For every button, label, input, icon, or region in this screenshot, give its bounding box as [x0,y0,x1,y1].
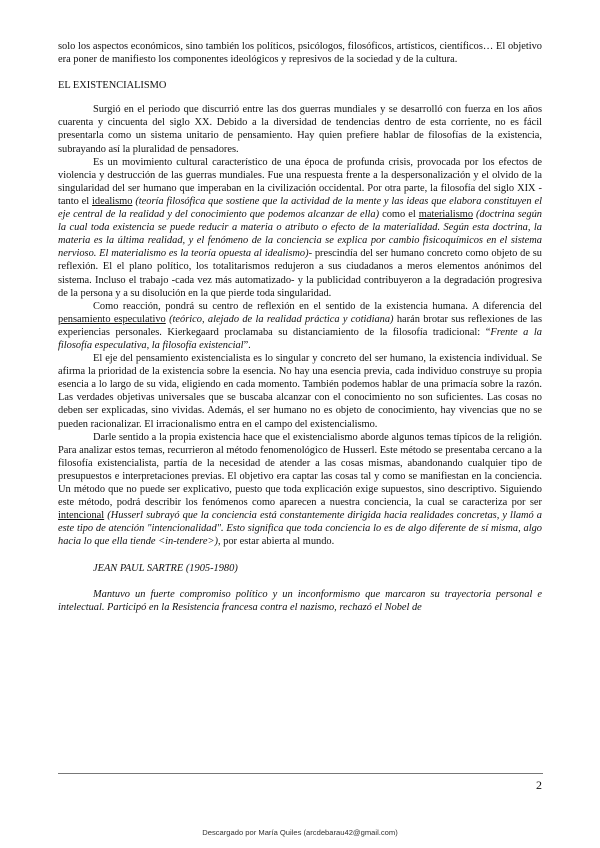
text-run: Es un movimiento cultural característico de una época de profunda crisis, provocada por los efectos de violencia y destrucción de las guerras mundiales. Fue una respuesta frente a la despersonalización y el olvido de la singularidad del ser humano que imperaban en la civilización occidental. Por otra parte, la filosofía del siglo XIX -tanto el [58,156,542,207]
definition-materialismo: (doctrina según la cual toda existencia se puede reducir a materia o atributo o efecto de la materialidad. Según esta doctrina, la materia es la última realidad, y el fenómeno de la conciencia se explica por cambio fisicoquímicos en el sistema nervioso. El materialismo es la teoría opuesta al idealismo) [58,209,542,260]
term-intencional: intencional [58,510,105,522]
paragraph-crisis [58,156,542,300]
document-body [58,40,542,614]
text-run: , por estar abierta al mundo. [217,536,335,548]
term-pensamiento-especulativo: pensamiento especulativo [58,313,166,325]
text-run: Como reacción, pondrá su centro de reflexión en el sentido de la existencia humana. A diferencia del [93,300,542,312]
page-number: 2 [536,778,542,792]
definition-idealismo: (teoría filosófica que sostiene que la actividad de la mente y las ideas que elabora constituyen el eje central de la realidad y del conocimiento que podemos alcanzar de ella) [58,195,542,221]
definition-pensamiento-especulativo: (teórico, alejado de la realidad práctica y cotidiana) [169,313,394,325]
paragraph-method [58,431,542,549]
text-run: Darle sentido a la propia existencia hace que el existencialismo aborde algunos temas típicos de la religión. Para analizar estos temas, recurrieron al método fenomenológico de Husserl. Este método se presentaba cercano a la filosofía existencialista, partía de la necesidad de atender a las cosas mismas, abandonando cualquier tipo de presupuestos e interpretaciones previas. El objetivo era captar las cosas tal y como se manifiestan en la conciencia. Un método que no puede ser explicativo, puesto que toda explicación exige supuestos, sino descriptivo. Siguiendo este método, podrá describir los fenómenos como aparecen a nuestra conciencia, la cual se caracteriza por ser [58,431,542,509]
term-idealismo: idealismo [92,195,133,207]
author-heading: JEAN PAUL SARTRE (1905-1980) [93,563,238,575]
text-run: harán brotar sus reflexiones de las experiencias personales. Kierkegaard proclamaba su distanciamiento de la filosofía tradicional: “ [58,313,542,338]
term-materialismo: materialismo [418,209,474,221]
paragraph-axis: El eje del pensamiento existencialista es lo singular y concreto del ser humano, la existencia individual. Se afirma la prioridad de la existencia sobre la esencia. No hay una esencia previa, cada individuo construye su propia esencia a lo largo de su vida, eligiendo en cada momento. También podemos hablar de una primacía sobre la razón. Las verdades objetivas universales que se buscaba alcanzar con el conocimiento no son suficientes. Las cosas no deben ser explicadas, sino vividas. Además, el ser humano no es objeto de conocimiento, hay vivencias que no se pueden racionalizar. El irracionalismo entra en el campo del existencialismo. [58,353,542,430]
section-heading: EL EXISTENCIALISMO [58,80,167,92]
paragraph-sartre: Mantuvo un fuerte compromiso político y un inconformismo que marcaron su trayectoria personal e intelectual. Participó en la Resistencia francesa contra el nazismo, rechazó el Nobel de [58,588,542,613]
paragraph-origin: Surgió en el periodo que discurrió entre las dos guerras mundiales y se desarrolló con fuerza en los años cuarenta y cincuenta del siglo XX. Debido a la diversidad de tendencias dentro de esta corriente, no es fácil presentarla como un sistema unitario de pensamiento. Hay quien prefiere hablar de filosofías de la existencia, subrayando así la pluralidad de pensadores. [58,104,542,155]
text-run: - prescindía del ser humano concreto como objeto de su reflexión. El el plano político, los totalitarismos redujeron a sus ciudadanos a meros elementos anónimos del sistema. Incluso el trabajo -cada vez más automatizado- y la publicidad contribuyeron a la degradación progresiva de la persona y a su disolución en la que pierde toda singularidad. [58,248,542,299]
text-run: ”. [243,339,251,351]
definition-intencional: (Husserl subrayó que la conciencia está constantemente dirigida hacia realidades concretas, y llamó a este tipo de atención "intencionalidad". Esto significa que toda conciencia lo es de algo diferente de sí misma, algo hacia lo que ella tiende <in-tendere>) [58,510,542,548]
text-run: como el [379,209,419,221]
paragraph-reaction [58,300,542,352]
download-footer: Descargado por María Quiles (arcdebarau42@gmail.com) [202,828,398,837]
kierkegaard-quote: Frente a la filosofía especulativa, la filosofía existencial [58,326,542,351]
intro-paragraph: solo los aspectos económicos, sino también los políticos, psicólogos, filosóficos, artísticos, científicos… El objetivo era poner de manifiesto los componentes ideológicos y represivos de la sociedad y de la cultura. [58,41,542,66]
footer-divider [58,773,543,774]
